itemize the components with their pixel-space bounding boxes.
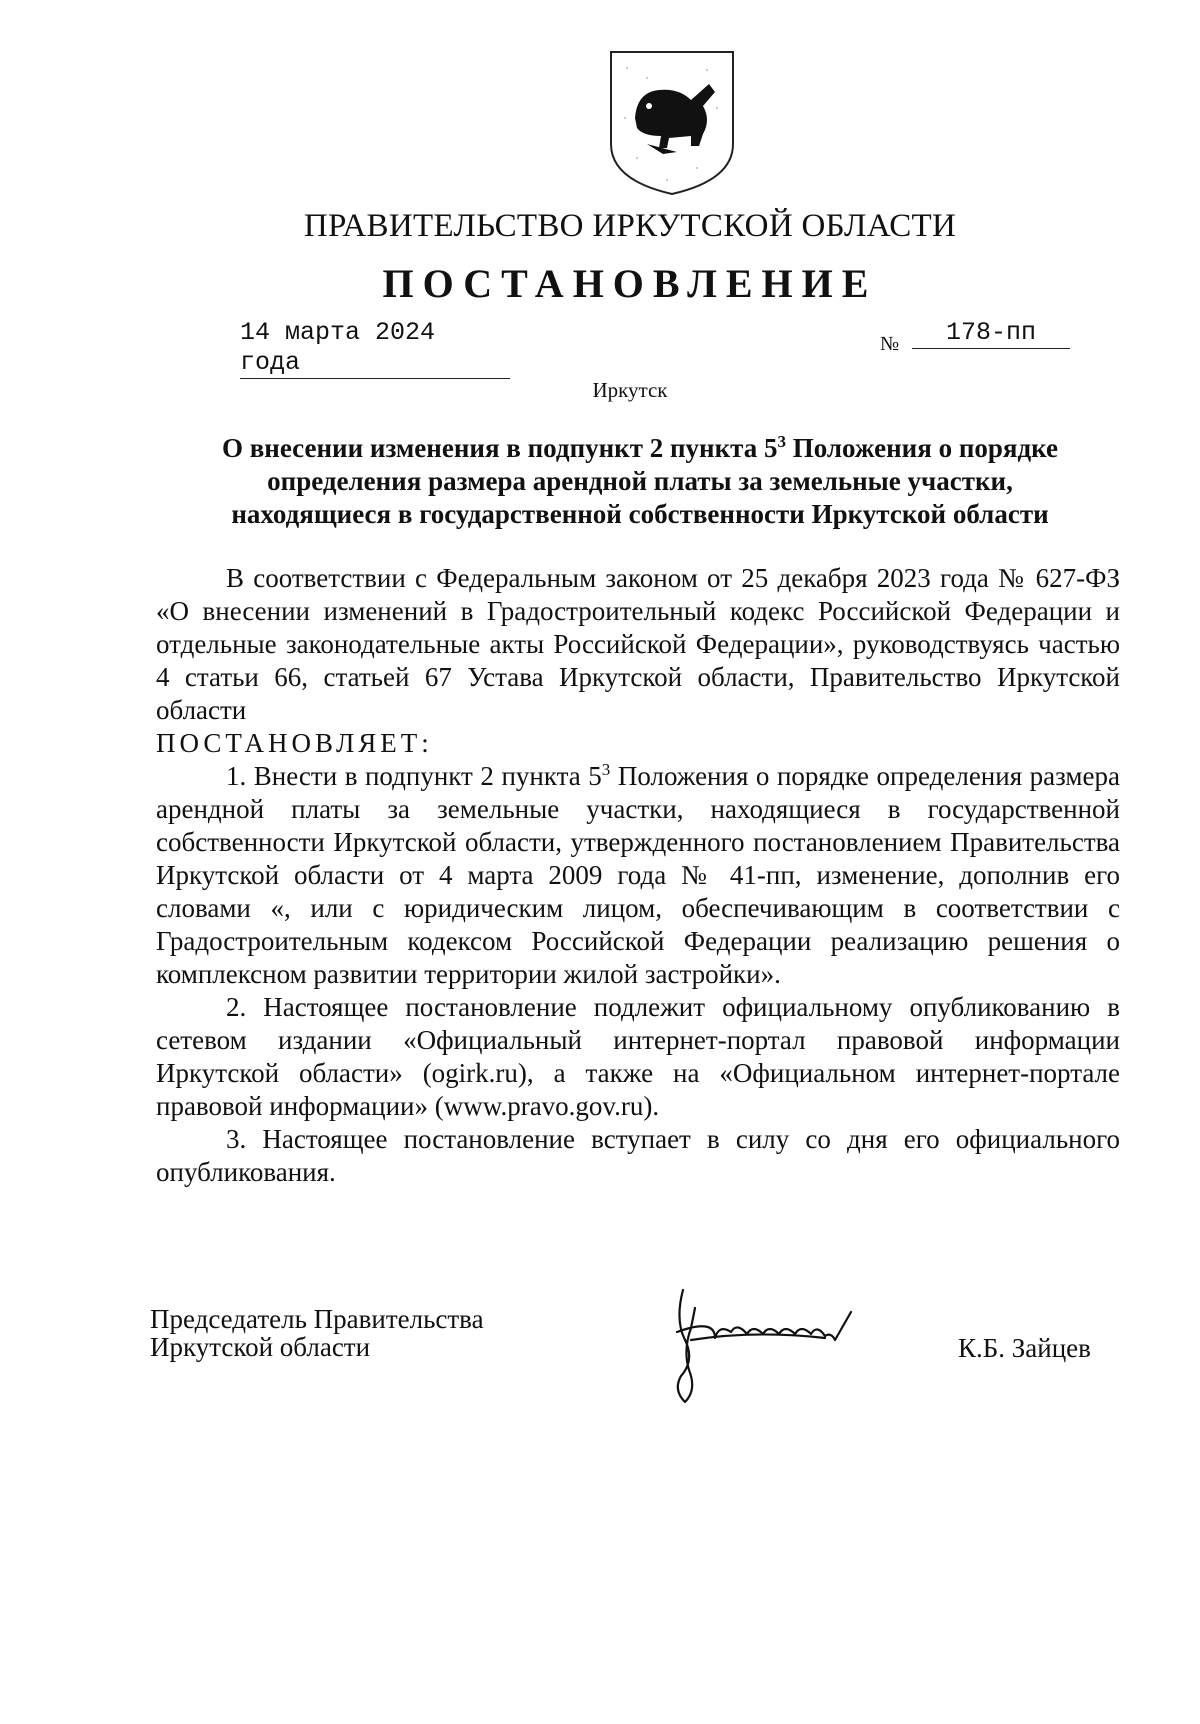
date-field bbox=[240, 318, 510, 379]
government-name: ПРАВИТЕЛЬСТВО ИРКУТСКОЙ ОБЛАСТИ bbox=[303, 208, 957, 244]
irkutsk-coat-of-arms-icon bbox=[607, 48, 737, 196]
document-body bbox=[156, 562, 1120, 1189]
handwritten-signature bbox=[655, 1280, 905, 1410]
signatory-name: К.Б. Зайцев bbox=[958, 1333, 1091, 1363]
title-line-1-start: О внесении изменения в подпункт 2 пункта 5 bbox=[221, 433, 778, 463]
item-3: 3. Настоящее постановление вступает в силу со дня его официального опубликования. bbox=[156, 1124, 1120, 1187]
document-title bbox=[140, 432, 1140, 531]
number-label: № bbox=[880, 333, 900, 355]
title-superscript: 3 bbox=[777, 432, 787, 451]
resolves-heading: ПОСТАНОВЛЯЕТ: bbox=[156, 728, 433, 758]
title-line-1-end: Положения о порядке bbox=[786, 433, 1059, 463]
title-line-3: находящиеся в государственной собственности Иркутской области bbox=[231, 499, 1049, 529]
item-1 bbox=[156, 760, 1120, 991]
document-type: ПОСТАНОВЛЕНИЕ bbox=[382, 261, 878, 306]
title-line-2: определения размера арендной платы за земельные участки, bbox=[267, 466, 1013, 496]
preamble: В соответствии с Федеральным законом от 25 декабря 2023 года № 627-ФЗ «О внесении изменений в Градостроительный кодекс Российской Федерации и отдельные законодательные акты Российской Федерации», руководствуясь частью 4 статьи 66, статьей 67 Устава Иркутской области, Правительство Иркутской области bbox=[156, 563, 1120, 725]
document-number: 178-пп bbox=[945, 318, 1036, 347]
city: Иркутск bbox=[592, 378, 668, 402]
item-1-start: 1. Внести в подпункт 2 пункта 5 bbox=[226, 761, 602, 791]
item-1-end: Положения о порядке определения размера арендной платы за земельные участки, находящиеся в государственной собственности Иркутской области, утвержденного постановлением Правительства Иркутской области от 4 марта 2009 года № 41-пп, изменение, дополнив его словами «, или с юридическим лицом, обеспечивающим в соответствии с Градостроительным кодексом Российской Федерации реализацию решения о комплексном развитии территории жилой застройки». bbox=[156, 761, 1120, 989]
signatory-position-line-1: Председатель Правительства bbox=[150, 1304, 484, 1334]
item-1-superscript: 3 bbox=[601, 760, 611, 779]
number-field bbox=[912, 318, 1070, 349]
signatory-position bbox=[150, 1305, 484, 1361]
title-line-1 bbox=[140, 432, 1140, 465]
document-date: 14 марта 2024 года bbox=[240, 318, 436, 377]
signatory-position-line-2: Иркутской области bbox=[150, 1332, 371, 1362]
item-2: 2. Настоящее постановление подлежит официальному опубликованию в сетевом издании «Официальный интернет-портал правовой информации Иркутской области» (ogirk.ru), а также на «Официальном интернет-портале правовой информации» (www.pravo.gov.ru). bbox=[156, 992, 1120, 1121]
